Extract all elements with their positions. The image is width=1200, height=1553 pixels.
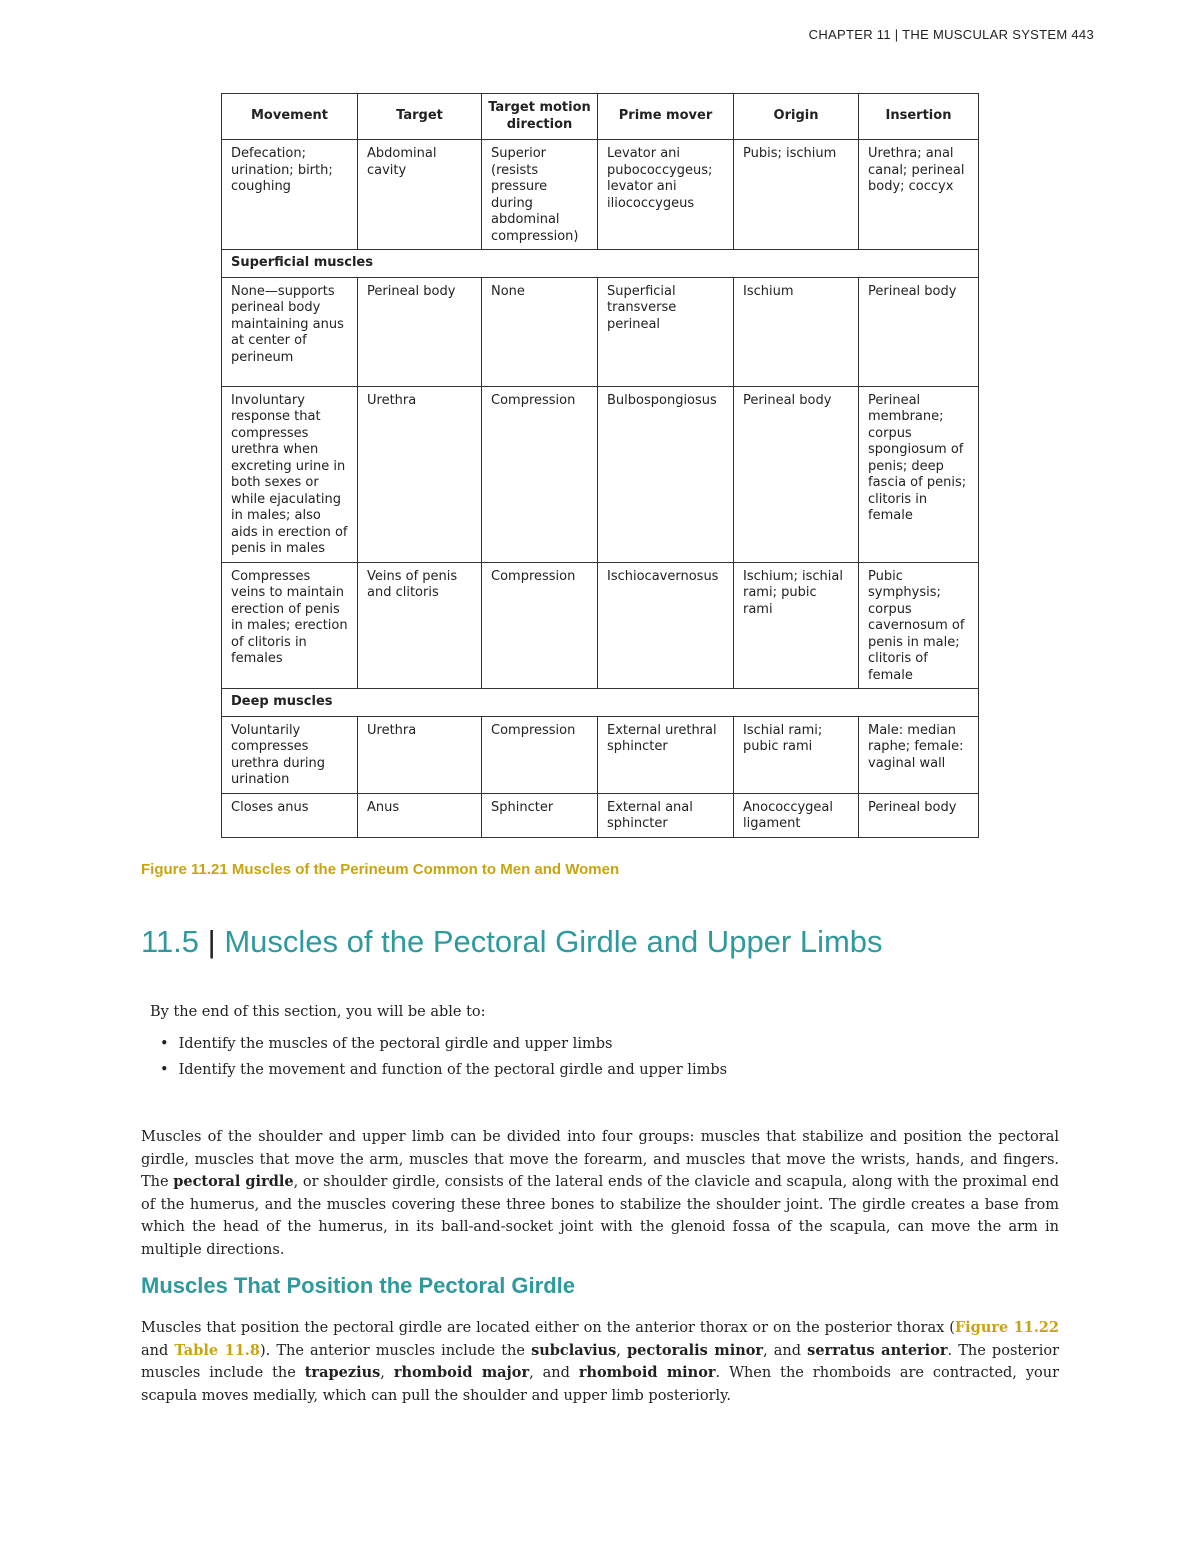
section-row (222, 250, 979, 278)
text-run: and (141, 1342, 175, 1359)
table-cell: Perineal body (859, 277, 979, 386)
table-row (222, 562, 979, 689)
body-paragraph (141, 1126, 1059, 1261)
table-cell: Anus (358, 793, 482, 837)
text-run: . The posterior muscles include the (141, 1342, 1060, 1381)
key-term: pectoral girdle (173, 1173, 294, 1190)
column-header: Movement (222, 94, 358, 140)
table-cell: Perineal membrane; corpus spongiosum of penis; deep fascia of penis; clitoris in female (859, 386, 979, 562)
table-cell: Defecation; urination; birth; coughing (222, 140, 358, 250)
key-term: rhomboid major (393, 1364, 530, 1381)
column-header: Insertion (859, 94, 979, 140)
table-cell: Ischium; ischial rami; pubic rami (734, 562, 859, 689)
table-cell: Ischial rami; pubic rami (734, 716, 859, 793)
table-cell: Compression (482, 386, 598, 562)
section-title: Muscles of the Pectoral Girdle and Upper Limbs (224, 924, 883, 959)
table-cell: Closes anus (222, 793, 358, 837)
objectives-list (160, 1036, 727, 1088)
table-row (222, 793, 979, 837)
table-cell: Ischium (734, 277, 859, 386)
table-row (222, 277, 979, 386)
table-cell: Compression (482, 716, 598, 793)
table-cell: Abdominal cavity (358, 140, 482, 250)
text-run: , and (763, 1342, 808, 1359)
table-cell: Ischiocavernosus (598, 562, 734, 689)
section-number: 11.5 (141, 924, 200, 959)
superficial-muscles-label: Superficial muscles (222, 250, 979, 278)
section-separator: | (207, 924, 216, 959)
table-cell: Involuntary response that compresses urethra when excreting urine in both sexes or while ejaculating in males; also aids in erection of penis in males (222, 386, 358, 562)
subsection-heading: Muscles That Position the Pectoral Girdle (141, 1273, 575, 1298)
table-cell: External anal sphincter (598, 793, 734, 837)
table-cell: Perineal body (358, 277, 482, 386)
text-run: , and (529, 1365, 579, 1381)
key-term: subclavius (531, 1341, 617, 1359)
running-header: CHAPTER 11 | THE MUSCULAR SYSTEM 443 (808, 27, 1094, 42)
column-header: Target (358, 94, 482, 140)
deep-muscles-label: Deep muscles (222, 689, 979, 717)
text-run: ). The anterior muscles include the (259, 1342, 532, 1359)
text-run: , (380, 1365, 394, 1381)
text-run: , or shoulder girdle, consists of the lateral ends of the clavicle and scapula, along with the proximal end of the humerus, and the muscles covering these three bones to stabilize the shoulder joint. The girdle creates a base from which the head of the humerus, in its ball-and-socket joint with the glenoid fossa of the scapula, can move the arm in multiple directions. (141, 1174, 1060, 1258)
figure-link[interactable]: Figure 11.22 (954, 1319, 1059, 1336)
table-cell: Urethra; anal canal; perineal body; coccyx (859, 140, 979, 250)
table-cell: External urethral sphincter (598, 716, 734, 793)
list-item: • Identify the movement and function of the pectoral girdle and upper limbs (160, 1062, 727, 1078)
figure-caption: Figure 11.21 Muscles of the Perineum Common to Men and Women (141, 861, 620, 878)
table-header-row (222, 94, 979, 140)
table-cell: Bulbospongiosus (598, 386, 734, 562)
table-cell: None—supports perineal body maintaining anus at center of perineum (222, 277, 358, 386)
table-cell: Urethra (358, 386, 482, 562)
key-term: trapezius (304, 1364, 381, 1381)
column-header: Target motion direction (482, 94, 598, 140)
section-row (222, 689, 979, 717)
key-term: rhomboid minor (578, 1364, 716, 1381)
column-header: Prime mover (598, 94, 734, 140)
table-cell: Levator ani pubococcygeus; levator ani iliococcygeus (598, 140, 734, 250)
table-cell: Perineal body (859, 793, 979, 837)
table-row (222, 386, 979, 562)
table-cell: Anococcygeal ligament (734, 793, 859, 837)
text-run: Muscles of the shoulder and upper limb can be divided into four groups: muscles that stabilize and position the pectoral girdle, muscles that move the arm, muscles that move the forearm, and muscles that move the wrists, hands, and fingers. The (141, 1129, 1059, 1190)
table-cell: None (482, 277, 598, 386)
table-cell: Compresses veins to maintain erection of penis in males; erection of clitoris in females (222, 562, 358, 689)
objectives-intro: By the end of this section, you will be able to: (150, 1004, 486, 1020)
key-term: serratus anterior (807, 1341, 948, 1359)
text-run: , (616, 1342, 628, 1359)
perineum-muscles-table (221, 93, 979, 838)
table-cell: Pubic symphysis; corpus cavernosum of penis in male; clitoris of female (859, 562, 979, 689)
text-run: Muscles that position the pectoral girdle are located either on the anterior thorax or on the posterior thorax ( (141, 1320, 955, 1336)
table-row (222, 140, 979, 250)
section-heading (141, 924, 883, 960)
column-header: Origin (734, 94, 859, 140)
key-term: pectoralis minor (627, 1341, 764, 1359)
table-cell: Sphincter (482, 793, 598, 837)
table-cell: Perineal body (734, 386, 859, 562)
table-cell: Veins of penis and clitoris (358, 562, 482, 689)
table-cell: Superficial transverse perineal (598, 277, 734, 386)
table-cell: Voluntarily compresses urethra during urination (222, 716, 358, 793)
table-cell: Male: median raphe; female: vaginal wall (859, 716, 979, 793)
table-row (222, 716, 979, 793)
table-cell: Compression (482, 562, 598, 689)
body-paragraph (141, 1317, 1059, 1407)
table-cell: Pubis; ischium (734, 140, 859, 250)
list-item: • Identify the muscles of the pectoral girdle and upper limbs (160, 1036, 727, 1052)
text-run: . When the rhomboids are contracted, your scapula moves medially, which can pull the shoulder and upper limb posteriorly. (141, 1365, 1060, 1404)
table-link[interactable]: Table 11.8 (174, 1341, 260, 1359)
table-cell: Superior (resists pressure during abdominal compression) (482, 140, 598, 250)
table-cell: Urethra (358, 716, 482, 793)
